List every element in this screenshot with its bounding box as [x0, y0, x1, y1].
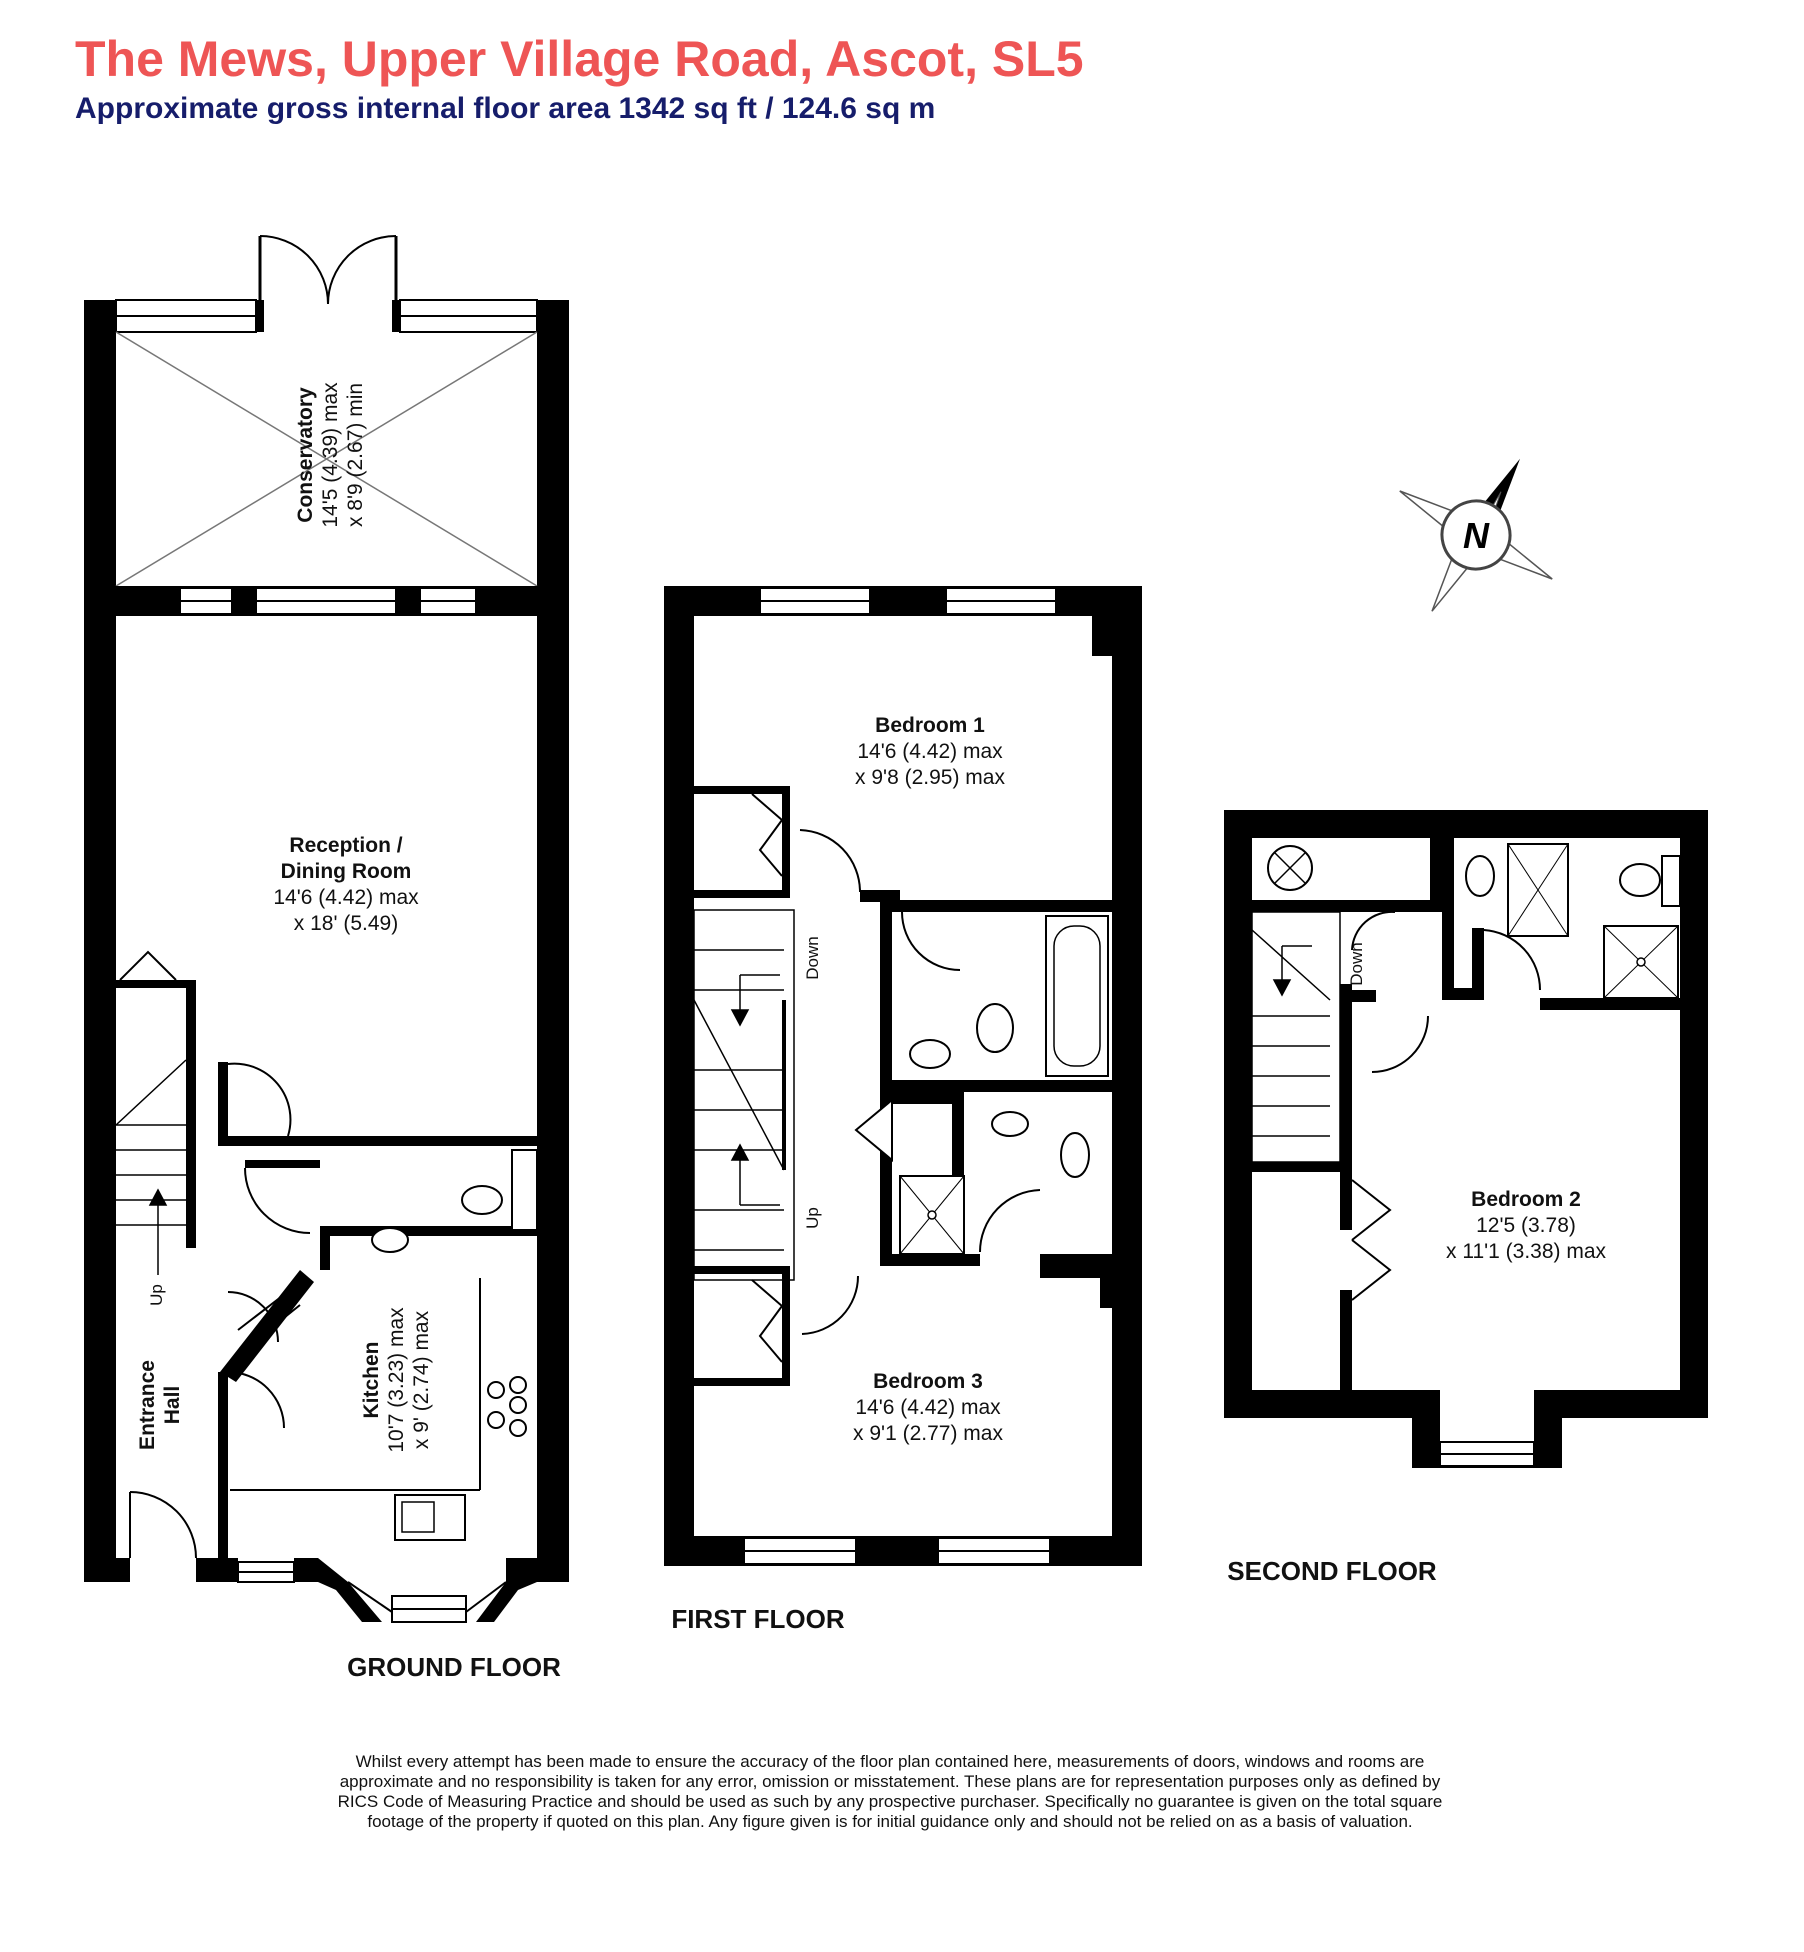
wc-kitchen-wall	[320, 1226, 537, 1236]
ground-west-wall	[84, 300, 116, 1582]
second-floor-stairs	[1252, 912, 1340, 1162]
kitchen-dim2: x 9' (2.74) max	[410, 1310, 433, 1450]
bedroom3-dim2: x 9'1 (2.77) max	[853, 1422, 1003, 1445]
conservatory-door-right-swing	[328, 236, 396, 304]
first-east-wall	[1112, 586, 1142, 1560]
bedroom3-name: Bedroom 3	[873, 1370, 983, 1393]
entrance-hall-name2: Hall	[161, 1385, 184, 1425]
conservatory-door-left-swing	[260, 236, 328, 304]
second-west-wall	[1224, 810, 1252, 1418]
first-west-wall	[664, 586, 694, 1560]
second-east-wall	[1680, 810, 1708, 1418]
bedroom2-dim2: x 11'1 (3.38) max	[1445, 1240, 1607, 1263]
entrance-door-swing	[130, 1492, 196, 1558]
reception-name2: Dining Room	[280, 860, 412, 883]
second-ensuite-basin	[1466, 856, 1494, 896]
reception-dim1: 14'6 (4.42) max	[273, 886, 419, 909]
conservatory-dim1: 14'5 (4.39) max	[319, 382, 342, 528]
ground-stairs	[116, 1060, 186, 1275]
plan-title: The Mews, Upper Village Road, Ascot, SL5	[75, 31, 1084, 87]
second-stairs-down-label: Down	[1347, 942, 1366, 986]
bathroom-basin	[910, 1040, 950, 1068]
bathroom-toilet	[977, 1004, 1013, 1052]
reception-name1: Reception /	[289, 834, 403, 857]
first-stairs-up-label: Up	[803, 1207, 822, 1229]
ground-stairs-up-label: Up	[147, 1284, 166, 1306]
bedroom2-dim1: 12'5 (3.78)	[1476, 1214, 1576, 1237]
first-floor-stairs	[694, 910, 794, 1280]
bedroom1-dim1: 14'6 (4.42) max	[857, 740, 1003, 763]
bedroom2-name: Bedroom 2	[1471, 1188, 1581, 1211]
ground-east-wall	[537, 300, 569, 1582]
first-stairs-down-label: Down	[803, 936, 822, 980]
floor-area-subtitle: Approximate gross internal floor area 1342 sq ft / 124.6 sq m	[75, 92, 936, 125]
ground-wc-basin	[372, 1228, 408, 1252]
conservatory-dim2: x 8'9 (2.67) min	[344, 382, 367, 528]
disclaimer-text: Whilst every attempt has been made to ensure the accuracy of the floor plan contained here, measurements of doors, windows and rooms are approximate and no responsibility is taken for any error, omission or misstatement. These plans are for representation purposes only as defined by RICS Code of Measuring Practice and should be used as such by any prospective purchaser. Specifically no guarantee is given on the total square footage of the property if quoted on this plan. Any figure given is for initial guidance only and should not be relied on as a basis of valuation.	[337, 1752, 1443, 1831]
reception-dim2: x 18' (5.49)	[293, 912, 399, 935]
kitchen-name: Kitchen	[360, 1341, 383, 1419]
second-ensuite-toilet	[1620, 864, 1660, 896]
ground-wc-toilet	[462, 1186, 502, 1214]
kitchen-dim1: 10'7 (3.23) max	[385, 1307, 408, 1453]
second-floor-label: SECOND FLOOR	[1227, 1556, 1437, 1586]
conservatory-name: Conservatory	[294, 387, 317, 523]
bedroom3-dim1: 14'6 (4.42) max	[855, 1396, 1001, 1419]
entrance-hall-name1: Entrance	[136, 1360, 159, 1450]
ground-floor-label: GROUND FLOOR	[347, 1652, 561, 1682]
first-floor-label: FIRST FLOOR	[671, 1604, 845, 1634]
compass-north-label: N	[1463, 515, 1489, 556]
bedroom1-name: Bedroom 1	[875, 714, 985, 737]
second-floor-plan	[1224, 810, 1708, 1468]
bedroom1-dim2: x 9'8 (2.95) max	[855, 766, 1005, 789]
